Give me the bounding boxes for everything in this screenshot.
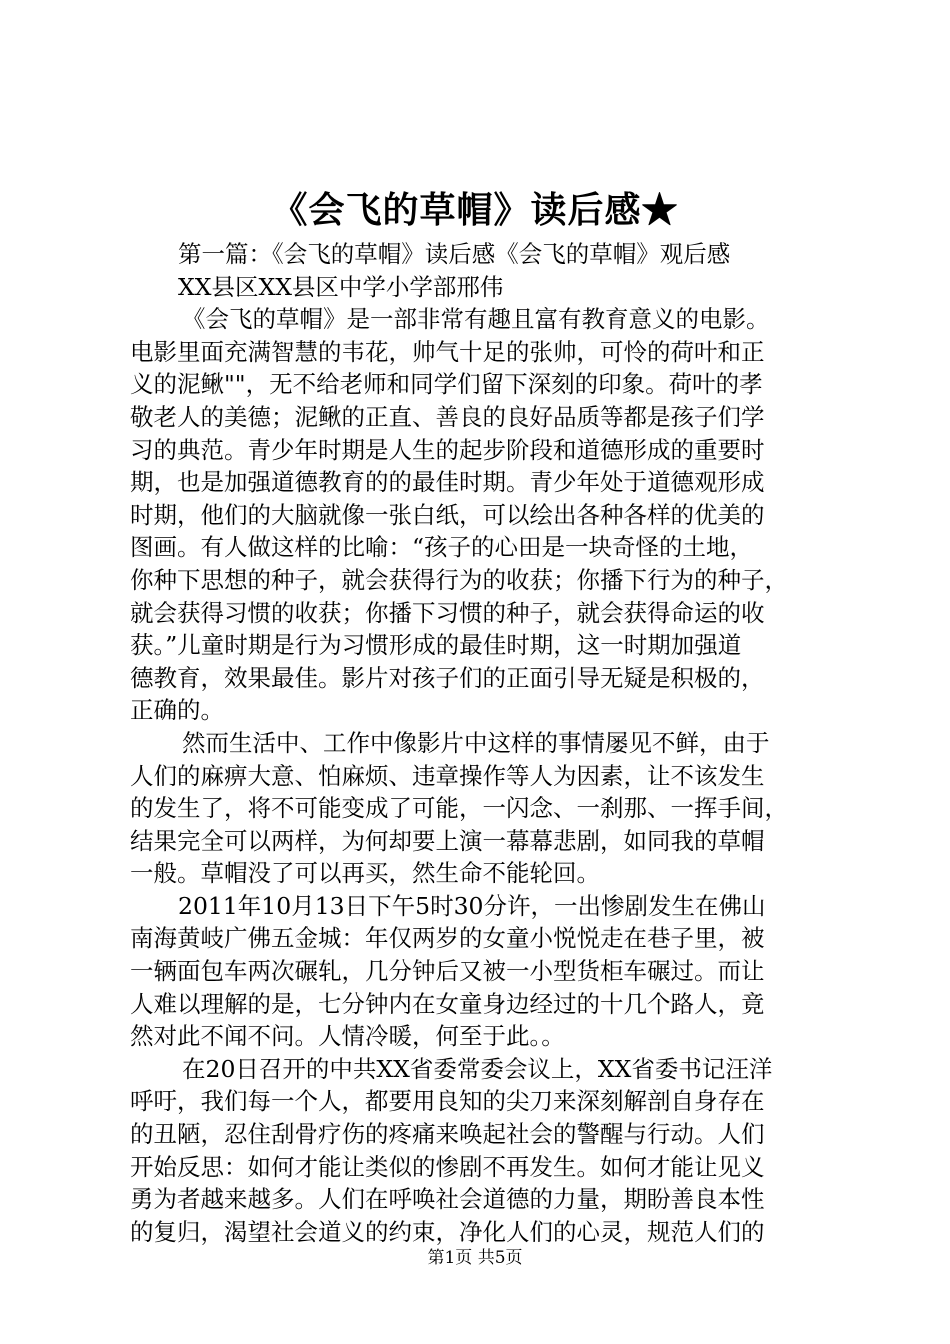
paragraph-line: 你种下思想的种子，就会获得行为的收获；你播下行为的种子， — [130, 565, 788, 594]
paragraph-line: 南海黄岐广佛五金城：年仅两岁的女童小悦悦走在巷子里，被 — [130, 924, 765, 953]
paragraph-line: 结果完全可以两样，为何却要上演一幕幕悲剧，如同我的草帽 — [130, 826, 765, 855]
paragraph-line: 的发生了，将不可能变成了可能，一闪念、一刹那、一挥手间， — [130, 794, 788, 823]
paragraph-line: 敬老人的美德；泥鳅的正直、善良的良好品质等都是孩子们学 — [130, 402, 765, 431]
paragraph-line: 一般。草帽没了可以再买，然生命不能轮回。 — [130, 859, 600, 888]
section-heading: 第一篇：《会飞的草帽》读后感《会飞的草帽》观后感 — [178, 240, 731, 268]
paragraph-line: 一辆面包车两次碾轧，几分钟后又被一小型货柜车碾过。而让 — [130, 957, 765, 986]
paragraph-line: 图画。有人做这样的比喻：“孩子的心田是一块奇怪的土地， — [130, 533, 754, 562]
paragraph-line: 时期，他们的大脑就像一张白纸，可以绘出各种各样的优美的 — [130, 500, 765, 529]
paragraph-line: 人难以理解的是，七分钟内在女童身边经过的十几个路人，竟 — [130, 989, 765, 1018]
paragraph-line: 电影里面充满智慧的韦花，帅气十足的张帅，可怜的荷叶和正 — [130, 337, 765, 366]
paragraph-line: 《会飞的草帽》是一部非常有趣且富有教育意义的电影。 — [182, 305, 770, 334]
paragraph-line: 义的泥鳅""，无不给老师和同学们留下深刻的印象。荷叶的孝 — [130, 370, 763, 399]
paragraph-line: 习的典范。青少年时期是人生的起步阶段和道德形成的重要时 — [130, 435, 765, 464]
paragraph-line: 获。”儿童时期是行为习惯形成的最佳时期，这一时期加强道 — [130, 631, 742, 660]
paragraph-line: 德教育，效果最佳。影片对孩子们的正面引导无疑是积极的， — [130, 663, 765, 692]
paragraph-line: 在20日召开的中共XX省委常委会议上，XX省委书记汪洋 — [182, 1054, 773, 1083]
paragraph-line: 正确的。 — [130, 696, 224, 725]
paragraph-line: 开始反思：如何才能让类似的惨剧不再发生。如何才能让见义 — [130, 1152, 765, 1181]
paragraph-line: 的丑陋，忍住刮骨疗伤的疼痛来唤起社会的警醒与行动。人们 — [130, 1120, 765, 1149]
author-line: XX县区XX县区中学小学部邢伟 — [178, 272, 504, 301]
paragraph-line: 2011年10月13日下午5时30分许，一出惨剧发生在佛山 — [178, 891, 766, 920]
page-footer: 第1页 共5页 — [427, 1248, 523, 1268]
document-body — [130, 238, 830, 1248]
document-title: 《会飞的草帽》读后感★ — [271, 189, 679, 231]
paragraph-line: 呼吁，我们每一个人，都要用良知的尖刀来深刻解剖自身存在 — [130, 1087, 765, 1116]
paragraph-line: 勇为者越来越多。人们在呼唤社会道德的力量，期盼善良本性 — [130, 1185, 765, 1214]
paragraph-line: 然而生活中、工作中像影片中这样的事情屡见不鲜，由于 — [182, 728, 770, 757]
paragraph-line: 的复归，渴望社会道义的约束，净化人们的心灵，规范人们的 — [130, 1217, 765, 1246]
paragraph-line: 然对此不闻不问。人情冷暖，何至于此。。 — [130, 1022, 565, 1051]
paragraph-line: 人们的麻痹大意、怕麻烦、违章操作等人为因素，让不该发生 — [130, 761, 765, 790]
paragraph-line: 期，也是加强道德教育的的最佳时期。青少年处于道德观形成 — [130, 468, 765, 497]
paragraph-line: 就会获得习惯的收获；你播下习惯的种子，就会获得命运的收 — [130, 598, 765, 627]
